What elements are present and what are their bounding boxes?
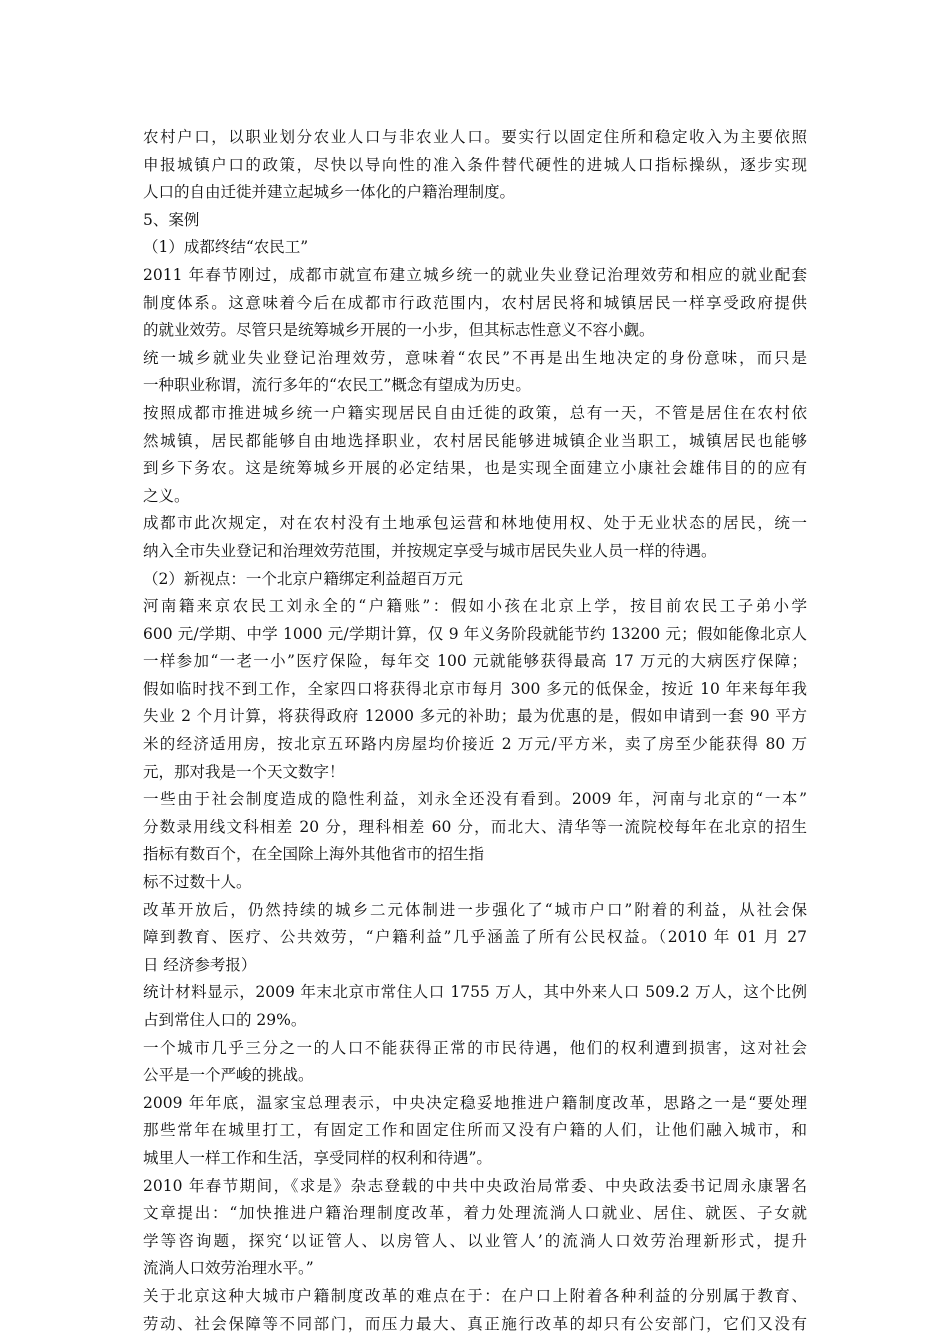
text-line: 关于北京这种大城市户籍制度改革的难点在于：在户口上附着各种利益的分别属于教育、	[143, 1286, 807, 1305]
text-line: 流淌人口效劳治理水平。”	[143, 1259, 314, 1278]
document-body	[143, 124, 807, 1338]
text-line: 统计材料显示，2009 年末北京市常住人口 1755 万人，其中外来人口 509.2 万人，这个比例	[143, 983, 807, 1002]
text-line: 一种职业称谓，流行多年的“农民工”概念有望成为历史。	[143, 376, 531, 395]
text-line: 劳动、社会保障等不同部门，而压力最大、真正施行改革的却只有公安部门，它们又没有	[143, 1314, 807, 1333]
text-line: 2010 年春节期间，《求是》杂志登载的中共中央政治局常委、中央政法委书记周永康署名	[143, 1176, 807, 1195]
text-line: 学等咨询题，探究‘以证管人、以房管人、以业管人’的流淌人口效劳治理新形式，提升	[143, 1231, 807, 1250]
text-line: 城里人一样工作和生活，享受同样的权利和待遇”。	[143, 1148, 492, 1167]
text-line: 障到教育、医疗、公共效劳，“户籍利益”几乎涵盖了所有公民权益。（2010 年 01 月 27	[143, 928, 807, 947]
text-line: 的就业效劳。尽管只是统筹城乡开展的一小步，但其标志性意义不容小觑。	[143, 321, 655, 340]
text-line: 标不过数十人。	[143, 873, 252, 892]
text-line: 一样参加“一老一小”医疗保险，每年交 100 元就能够获得最高 17 万元的大病医疗保障；	[143, 652, 807, 671]
text-line: 成都市此次规定，对在农村没有土地承包运营和林地使用权、处于无业状态的居民，统一	[143, 514, 807, 533]
text-line: 元，那对我是一个天文数字！	[143, 762, 345, 781]
text-line: 改革开放后，仍然持续的城乡二元体制进一步强化了“城市户口”附着的利益，从社会保	[143, 900, 807, 919]
text-line: 一些由于社会制度造成的隐性利益，刘永全还没有看到。2009 年，河南与北京的“一本”	[143, 790, 807, 809]
text-line: 一个城市几乎三分之一的人口不能获得正常的市民待遇，他们的权利遭到损害，这对社会	[143, 1038, 807, 1057]
text-line: （1）成都终结“农民工”	[143, 238, 309, 257]
text-line: 指标有数百个，在全国除上海外其他省市的招生指	[143, 845, 485, 864]
text-line: 失业 2 个月计算，将获得政府 12000 多元的补助；最为优惠的是，假如申请到一套 90 平方	[143, 707, 807, 726]
text-line: 公平是一个严峻的挑战。	[143, 1066, 314, 1085]
text-line: 2009 年年底，温家宝总理表示，中央决定稳妥地推进户籍制度改革，思路之一是“要处理	[143, 1093, 807, 1112]
text-line: 2011 年春节刚过，成都市就宣布建立城乡统一的就业失业登记治理效劳和相应的就业配套	[143, 265, 807, 284]
text-line: 那些常年在城里打工，有固定工作和固定住所而又没有户籍的人们，让他们融入城市，和	[143, 1121, 807, 1140]
text-line: 5、案例	[143, 210, 200, 229]
text-line: 分数录用线文科相差 20 分，理科相差 60 分，而北大、清华等一流院校每年在北京的招生	[143, 817, 807, 836]
text-line: 农村户口，以职业划分农业人口与非农业人口。要实行以固定住所和稳定收入为主要依照	[143, 128, 807, 146]
text-line: 河南籍来京农民工刘永全的“户籍账”：假如小孩在北京上学，按目前农民工子弟小学	[143, 597, 807, 616]
text-line: 假如临时找不到工作，全家四口将获得北京市每月 300 多元的低保金，按近 10 年来每年我	[143, 679, 807, 698]
text-line: 米的经济适用房，按北京五环路内房屋均价接近 2 万元/平方米，卖了房至少能获得 80 万	[143, 735, 807, 754]
text-line: 然城镇，居民都能够自由地选择职业，农村居民能够进城镇企业当职工，城镇居民也能够	[143, 431, 807, 450]
text-line: 纳入全市失业登记和治理效劳范围，并按规定享受与城市居民失业人员一样的待遇。	[143, 541, 717, 560]
text-line: 制度体系。这意味着今后在成都市行政范围内，农村居民将和城镇居民一样享受政府提供	[143, 293, 807, 312]
text-line: 之义。	[143, 486, 190, 505]
text-line: 600 元/学期、中学 1000 元/学期计算，仅 9 年义务阶段就能节约 13200 元；假如能像北京人	[143, 624, 807, 643]
text-line: 文章提出：“加快推进户籍治理制度改革，着力处理流淌人口就业、居住、就医、子女就	[143, 1204, 807, 1223]
text-line: （2）新视点：一个北京户籍绑定利益超百万元	[143, 569, 463, 588]
text-line: 按照成都市推进城乡统一户籍实现居民自由迁徙的政策，总有一天，不管是居住在农村依	[143, 403, 807, 422]
text-line: 日 经济参考报）	[143, 955, 257, 974]
text-line: 人口的自由迁徙并建立起城乡一体化的户籍治理制度。	[143, 183, 516, 202]
text-line: 统一城乡就业失业登记治理效劳，意味着“农民”不再是出生地决定的身份意味，而只是	[143, 348, 807, 367]
text-line: 申报城镇户口的政策，尽快以导向性的准入条件替代硬性的进城人口指标操纵，逐步实现	[143, 155, 807, 174]
text-line: 到乡下务农。这是统筹城乡开展的必定结果，也是实现全面建立小康社会雄伟目的的应有	[143, 459, 807, 478]
text-line: 占到常住人口的 29%。	[143, 1011, 307, 1029]
